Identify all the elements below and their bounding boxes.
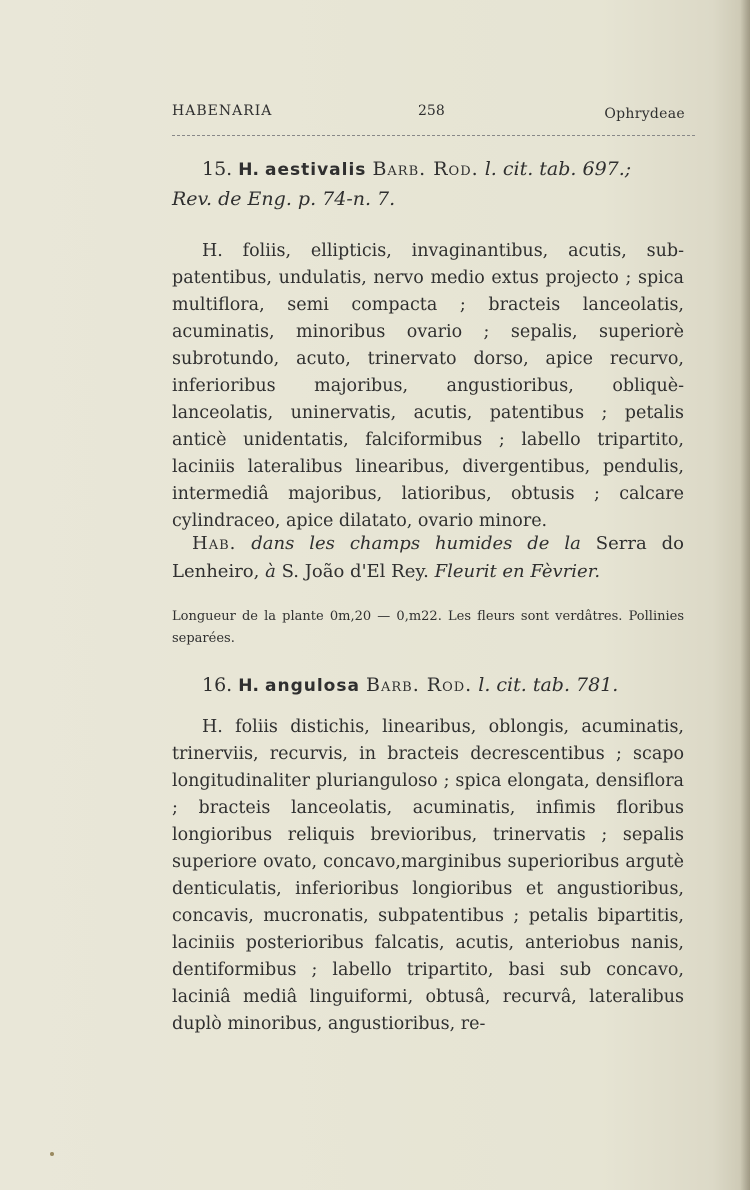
page-number: 258 xyxy=(418,103,445,119)
header-rule xyxy=(172,135,695,136)
habitat-label: Hab. xyxy=(192,533,237,554)
genus-abbrev: H. xyxy=(238,160,259,180)
page-edge-shadow xyxy=(740,0,750,1190)
author: Barb. Rod. xyxy=(372,158,479,180)
entry-15-note: Longueur de la plante 0m,20 — 0,m22. Les fleurs sont verdâtres. Pollinies separées. xyxy=(172,609,684,646)
flowering-time: Fleurit en Fèvrier. xyxy=(434,561,601,582)
running-header xyxy=(172,103,685,125)
entry-number: 16. xyxy=(202,674,233,696)
species-name: aestivalis xyxy=(265,160,367,180)
entry-number: 15. xyxy=(202,158,233,180)
paper-speck xyxy=(50,1152,54,1156)
genus-abbrev: H. xyxy=(238,676,259,696)
entry-16-heading xyxy=(172,671,692,701)
habitat-preposition: à xyxy=(265,561,276,582)
citation: l. cit. tab. 781. xyxy=(478,674,619,696)
habitat-town: S. João d'El Rey. xyxy=(281,561,429,582)
habitat-locality: Serra do Lenheiro, xyxy=(172,533,684,582)
header-tribe: Ophrydeae xyxy=(604,106,685,122)
entry-15-habitat xyxy=(172,530,684,586)
entry-15-heading xyxy=(172,155,692,214)
entry-16-description: H. foliis distichis, linearibus, oblongis, acuminatis, trinerviis, recurvis, in bracteis decrescentibus ; scapo longitudinaliter plurianguloso ; spica elongata, densiflora ; bracteis lanceolatis, acuminatis, infimis floribus longioribus reliquis brevioribus, trinervatis ; sepalis superiore ovato, concavo,marginibus superioribus argutè denticulatis, inferioribus longioribus et angustioribus, concavis, mucronatis, subpatentibus ; petalis bipartitis, laciniis posterioribus falcatis, acutis, anteriobus nanis, dentiformibus ; labello tripartito, basi sub concavo, laciniâ mediâ linguiformi, obtusâ, recurvâ, lateralibus duplò minoribus, angustioribus, re- xyxy=(172,717,684,1034)
author: Barb. Rod. xyxy=(366,674,473,696)
citation-secondary: Rev. de Eng. p. 74-n. 7. xyxy=(172,188,396,210)
entry-15-description: H. foliis, ellipticis, invaginantibus, acutis, sub-patentibus, undulatis, nervo medio extus projecto ; spica multiflora, semi compacta ; bracteis lanceolatis, acuminatis, minoribus ovario ; sepalis, superiorè subrotundo, acuto, trinervato dorso, apice recurvo, inferioribus majoribus, angustioribus, obliquè-lanceolatis, uninervatis, acutis, patentibus ; petalis anticè unidentatis, falciformibus ; labello tripartito, laciniis lateralibus linearibus, divergentibus, pendulis, intermediâ majoribus, latioribus, obtusis ; calcare cylindraceo, apice dilatato, ovario minore. xyxy=(172,241,684,531)
habitat-text: dans les champs humides de la xyxy=(251,533,581,554)
header-genus: HABENARIA xyxy=(172,103,273,119)
species-name: angulosa xyxy=(265,676,360,696)
citation: l. cit. tab. 697.; xyxy=(484,158,632,180)
